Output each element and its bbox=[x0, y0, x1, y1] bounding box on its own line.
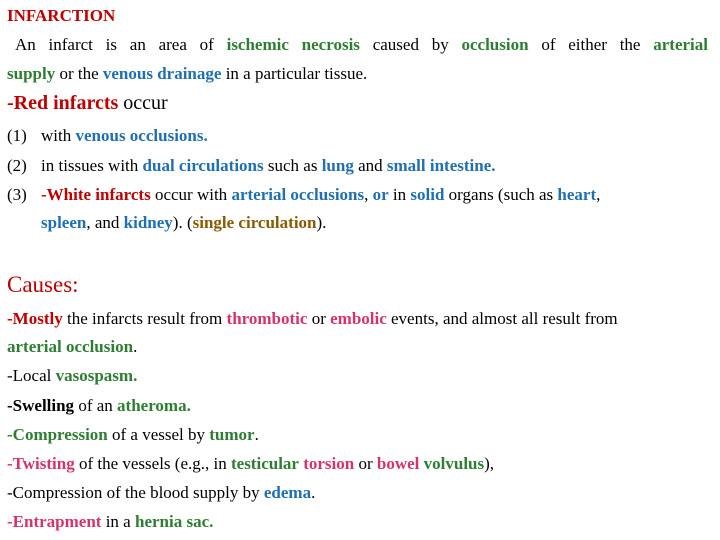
text: . bbox=[311, 483, 316, 502]
causes-heading: Causes: bbox=[7, 272, 79, 297]
causes-line-6 bbox=[7, 454, 494, 474]
text: An infarct is an area of bbox=[15, 35, 227, 54]
text: -Compression of the blood supply by bbox=[7, 483, 264, 502]
text: in a particular tissue. bbox=[221, 64, 368, 83]
text: in a bbox=[101, 512, 135, 531]
keyword-spleen: spleen bbox=[41, 213, 87, 232]
text: or the bbox=[55, 64, 103, 83]
text: of a vessel by bbox=[107, 425, 210, 444]
keyword-mostly: -Mostly bbox=[7, 309, 63, 328]
keyword-supply: supply bbox=[7, 64, 56, 83]
text: ), bbox=[484, 454, 495, 473]
text: or bbox=[354, 454, 377, 473]
keyword-thrombotic: thrombotic bbox=[226, 309, 308, 328]
text: of either the bbox=[528, 35, 654, 54]
text: or bbox=[307, 309, 331, 328]
keyword-occlusion: occlusion bbox=[461, 35, 529, 54]
keyword-compression: -Compression bbox=[7, 425, 108, 444]
text: . bbox=[133, 337, 138, 356]
keyword-embolic: embolic bbox=[330, 309, 387, 328]
text: ). ( bbox=[172, 213, 193, 232]
keyword-heart: heart bbox=[557, 185, 597, 204]
keyword-dual-circulations: dual circulations bbox=[142, 156, 264, 175]
text: and bbox=[353, 156, 387, 175]
causes-line-1 bbox=[7, 309, 618, 329]
text: the infarcts result from bbox=[62, 309, 227, 328]
causes-line-8 bbox=[7, 512, 213, 532]
keyword-torsion: torsion bbox=[303, 454, 355, 473]
list-number: (3) bbox=[7, 185, 27, 204]
causes-line-3 bbox=[7, 366, 137, 386]
keyword-edema: edema bbox=[263, 483, 312, 502]
list-number: (1) bbox=[7, 126, 27, 145]
keyword-venous-drainage: venous drainage bbox=[102, 64, 222, 83]
keyword-arterial-occlusion: arterial occlusion bbox=[7, 337, 134, 356]
causes-line-5 bbox=[7, 425, 259, 445]
intro-line-2 bbox=[7, 64, 367, 84]
text: occur with bbox=[150, 185, 232, 204]
keyword-volvulus: volvulus bbox=[423, 454, 485, 473]
text: in bbox=[388, 185, 411, 204]
page-title: INFARCTION bbox=[7, 6, 116, 25]
keyword-arterial-occlusions: arterial occlusions bbox=[231, 185, 365, 204]
keyword-swelling: -Swelling bbox=[7, 396, 75, 415]
text: with bbox=[41, 126, 76, 145]
red-infarcts-label: -Red infarcts bbox=[7, 92, 119, 114]
keyword-twisting: -Twisting bbox=[7, 454, 75, 473]
list-item-1 bbox=[7, 126, 208, 146]
list-item-3-cont bbox=[41, 213, 326, 233]
causes-line-7 bbox=[7, 483, 315, 503]
text: ). bbox=[316, 213, 327, 232]
text: . bbox=[254, 425, 259, 444]
text: , bbox=[364, 185, 373, 204]
keyword-lung: lung bbox=[321, 156, 354, 175]
text: of an bbox=[74, 396, 118, 415]
keyword-venous-occlusions: venous occlusions. bbox=[75, 126, 208, 145]
text: , and bbox=[86, 213, 124, 232]
keyword-white-infarcts: -White infarcts bbox=[41, 185, 151, 204]
text: , bbox=[596, 185, 601, 204]
keyword-or: or bbox=[372, 185, 389, 204]
causes-line-2 bbox=[7, 337, 137, 357]
keyword-bowel: bowel bbox=[376, 454, 420, 473]
keyword-small-intestine: small intestine. bbox=[386, 156, 496, 175]
keyword-kidney: kidney bbox=[123, 213, 173, 232]
text: caused by bbox=[359, 35, 462, 54]
keyword-atheroma: atheroma. bbox=[117, 396, 191, 415]
keyword-vasospasm: vasospasm. bbox=[55, 366, 138, 385]
keyword-testicular: testicular bbox=[230, 454, 299, 473]
list-number: (2) bbox=[7, 156, 27, 175]
red-infarcts-heading bbox=[7, 93, 168, 113]
list-item-2 bbox=[7, 156, 496, 176]
text: of the vessels (e.g., in bbox=[74, 454, 231, 473]
keyword-ischemic-necrosis: ischemic necrosis bbox=[226, 35, 360, 54]
text: occur bbox=[118, 92, 168, 114]
keyword-tumor: tumor bbox=[209, 425, 255, 444]
text: -Local bbox=[7, 366, 56, 385]
list-item-3 bbox=[7, 185, 708, 205]
text: organs (such as bbox=[444, 185, 558, 204]
keyword-single-circulation: single circulation bbox=[192, 213, 317, 232]
text: in tissues with bbox=[41, 156, 143, 175]
text: events, and almost all result from bbox=[386, 309, 618, 328]
causes-line-4 bbox=[7, 396, 191, 416]
keyword-hernia-sac: hernia sac. bbox=[134, 512, 214, 531]
intro-line-1 bbox=[7, 35, 708, 55]
keyword-entrapment: -Entrapment bbox=[7, 512, 102, 531]
keyword-arterial: arterial bbox=[653, 35, 708, 54]
keyword-solid: solid bbox=[410, 185, 445, 204]
text: such as bbox=[263, 156, 322, 175]
